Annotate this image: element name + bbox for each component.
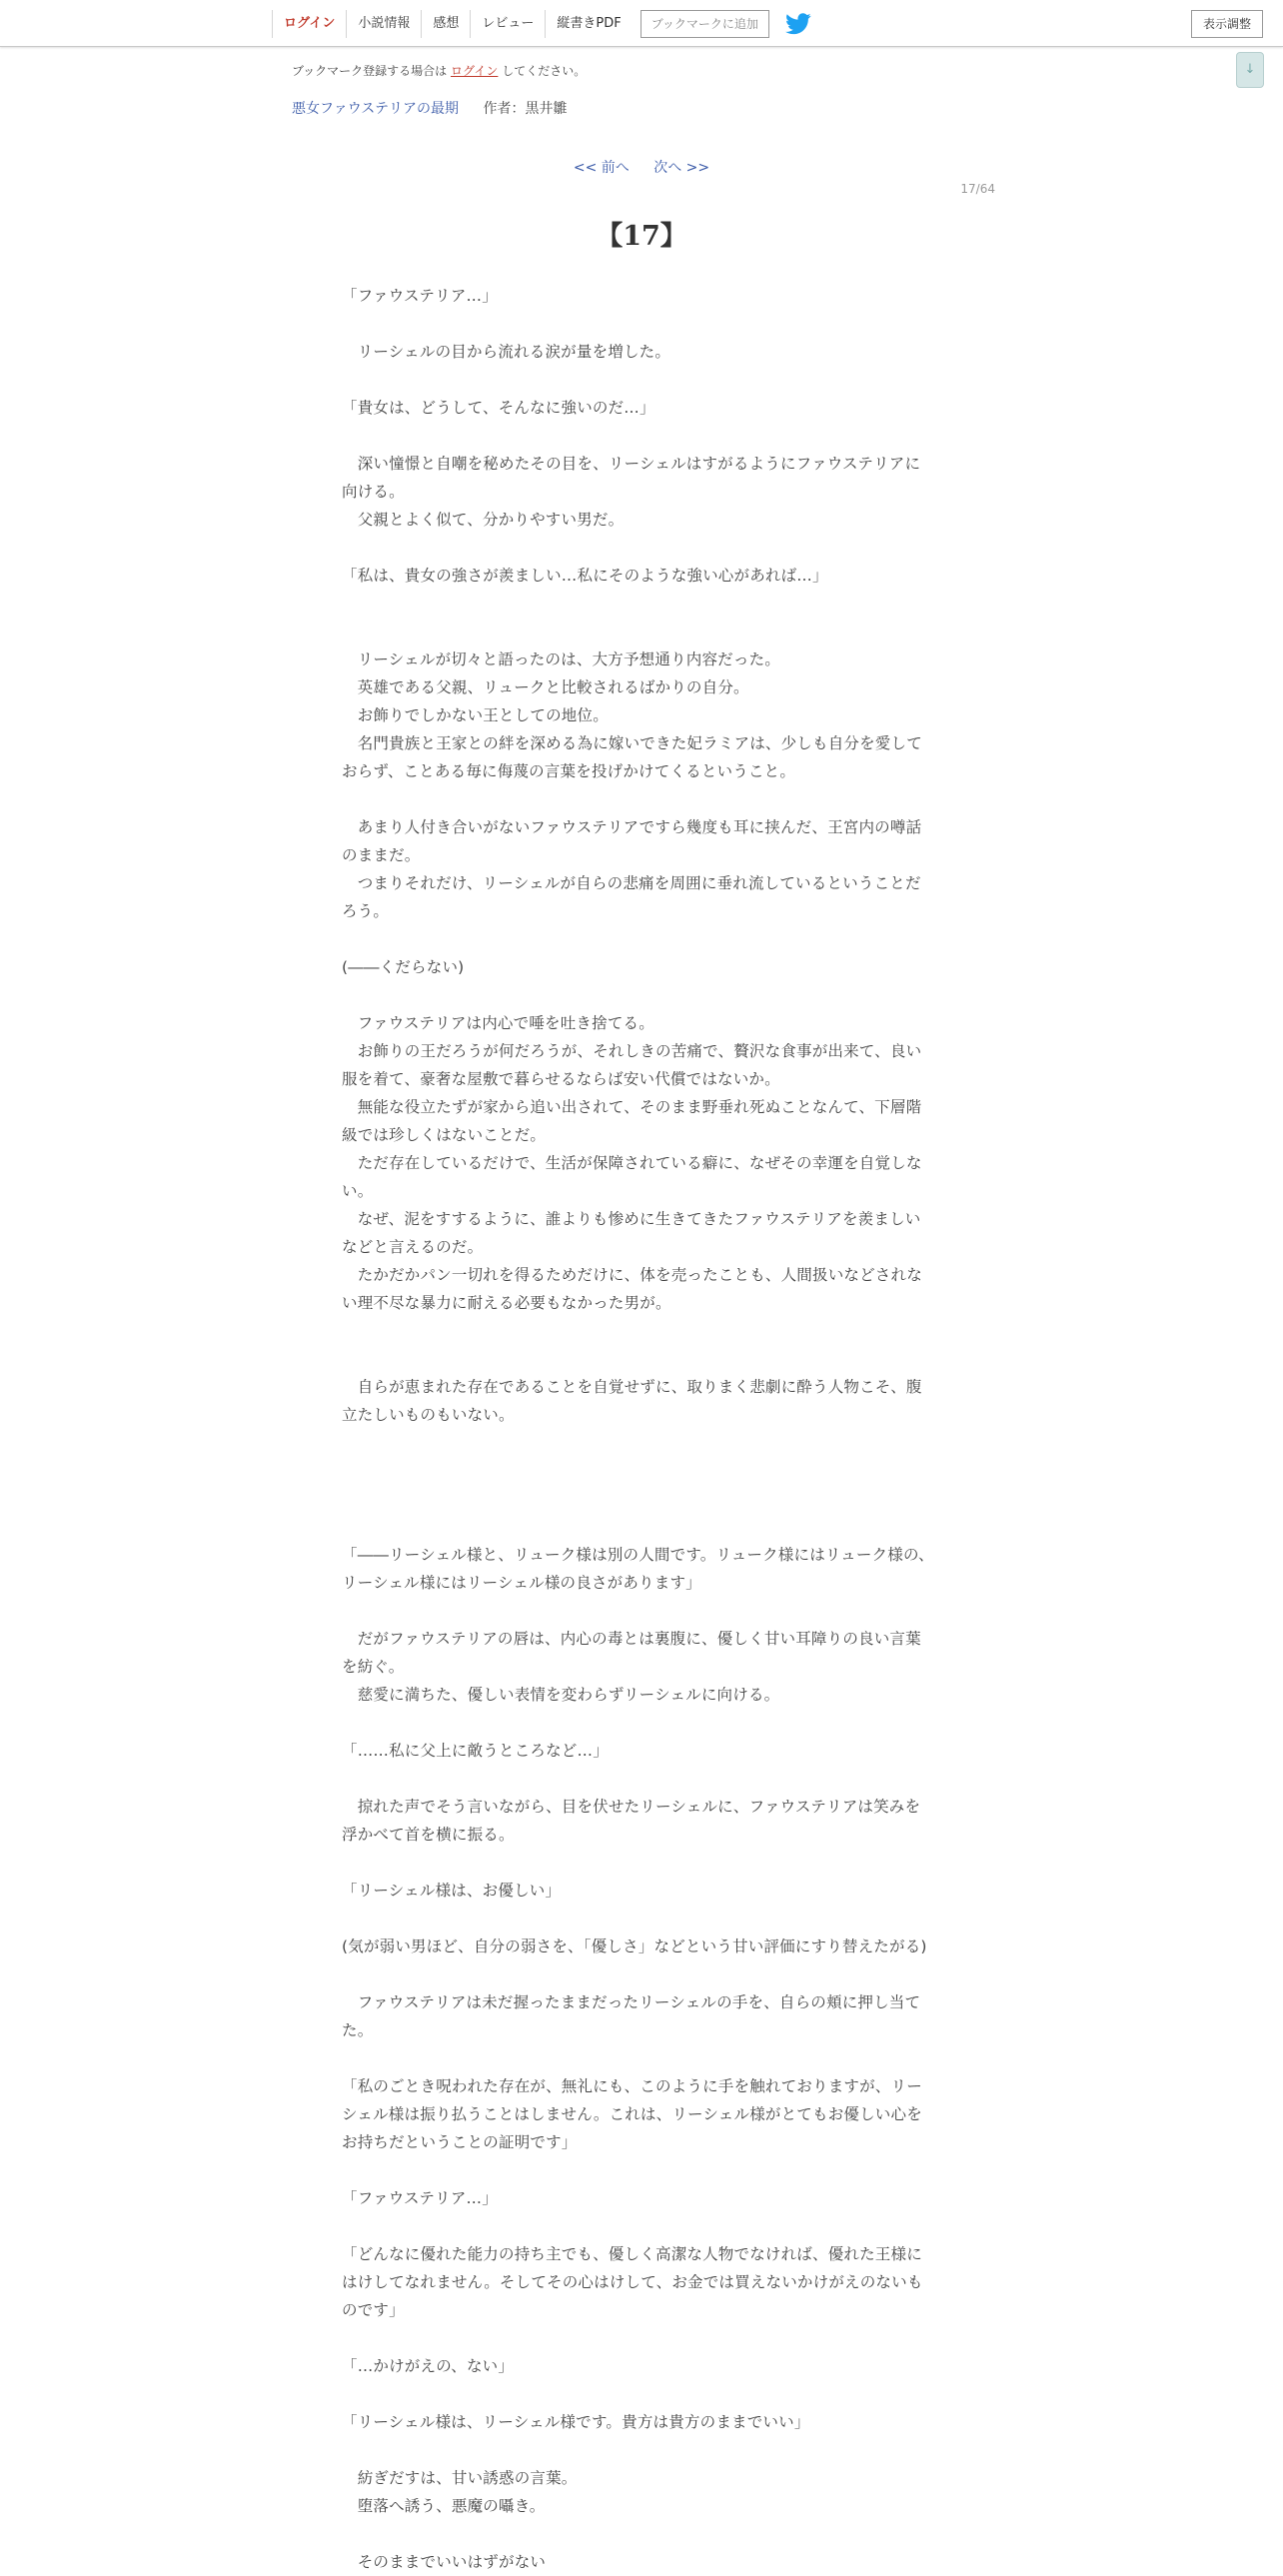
body-paragraph: (――くだらない) (342, 958, 465, 976)
blank-line (342, 2520, 935, 2548)
body-paragraph: 「……私に父上に敵うところなど…」 (342, 1742, 609, 1760)
blank-line (342, 981, 935, 1009)
blank-line (342, 310, 935, 338)
body-paragraph: 堕落へ誘う、悪魔の囁き。 (342, 2497, 546, 2515)
blank-line (342, 422, 935, 450)
work-title-link[interactable]: 悪女ファウステリアの最期 (292, 101, 460, 117)
body-paragraph: 「私は、貴女の強さが羨ましい…私にそのような強い心があれば…」 (342, 567, 828, 585)
body-paragraph: ファウステリアは未だ握ったままだったリーシェルの手を、自らの頬に押し当てた。 (342, 1993, 921, 2039)
body-paragraph: ただ存在しているだけで、生活が保障されている癖に、なぜその幸運を自覚しない。 (342, 1154, 922, 1200)
body-paragraph: 父親とよく似て、分かりやすい男だ。 (342, 511, 625, 529)
blank-line (342, 1317, 935, 1345)
body-paragraph: 深い憧憬と自嘲を秘めたその目を、リーシェルはすがるようにファウステリアに向ける。 (342, 455, 921, 501)
blank-line (342, 2212, 935, 2240)
body-paragraph: つまりそれだけ、リーシェルが自らの悲痛を周囲に垂れ流しているということだろう。 (342, 874, 921, 920)
body-paragraph: 慈愛に満ちた、優しい表情を変わらずリーシェルに向ける。 (342, 1686, 780, 1704)
blank-line (342, 1513, 935, 1541)
work-info (292, 98, 567, 118)
body-paragraph: 「貴女は、どうして、そんなに強いのだ…」 (342, 399, 655, 417)
prev-chapter-link[interactable]: << 前へ (573, 160, 630, 176)
body-paragraph: 「私のごとき呪われた存在が、無礼にも、このように手を触れておりますが、リーシェル様は振り払うことはしません。これは、リーシェル様がとてもお優しい心をお持ちだということの証明です」 (342, 2077, 922, 2151)
nav-review-link[interactable]: レビュー (470, 10, 545, 38)
blank-line (342, 1597, 935, 1625)
blank-line (342, 925, 935, 953)
body-paragraph: ファウステリアは内心で唾を吐き捨てる。 (342, 1014, 654, 1032)
body-paragraph: たかだかパン一切れを得るためだけに、体を売ったことも、人間扱いなどされない理不尽な暴力に耐える必要もなかった男が。 (342, 1266, 922, 1312)
blank-line (342, 1429, 935, 1457)
blank-line (342, 785, 935, 813)
body-paragraph: 「どんなに優れた能力の持ち主でも、優しく高潔な人物でなければ、優れた王様にはけしてなれません。そしてその心はけして、お金では買えないかけがえのないものです」 (342, 2245, 923, 2319)
body-paragraph: 「ファウステリア…」 (342, 2189, 498, 2207)
top-navigation-bar (0, 0, 1283, 47)
next-chapter-link[interactable]: 次へ >> (653, 160, 710, 176)
blank-line (342, 1345, 935, 1373)
add-bookmark-button[interactable]: ブックマークに追加 (641, 10, 769, 38)
body-paragraph: 無能な役立たずが家から追い出されて、そのまま野垂れ死ぬことなんて、下層階級では珍しくはないことだ。 (342, 1098, 922, 1144)
body-paragraph: リーシェルの目から流れる涙が量を増した。 (342, 343, 671, 361)
twitter-icon[interactable] (785, 13, 811, 35)
body-paragraph: 掠れた声でそう言いながら、目を伏せたリーシェルに、ファウステリアは笑みを浮かべて首を横に振る。 (342, 1798, 921, 1844)
nav-novel-info-link[interactable]: 小説情報 (346, 10, 421, 38)
body-paragraph: 「――リーシェル様と、リューク様は別の人間です。リューク様にはリューク様の、リーシェル様にはリーシェル様の良さがあります」 (342, 1546, 934, 1592)
bookmark-note-text-before: ブックマーク登録する場合は (292, 64, 448, 78)
blank-line (342, 1709, 935, 1737)
blank-line (342, 1765, 935, 1793)
body-paragraph: 名門貴族と王家との絆を深める為に嫁いできた妃ラミアは、少しも自分を愛しておらず、ことある毎に侮蔑の言葉を投げかけてくるということ。 (342, 734, 922, 780)
body-paragraph: だがファウステリアの唇は、内心の毒とは裏腹に、優しく甘い耳障りの良い言葉を紡ぐ。 (342, 1630, 921, 1676)
display-settings-button[interactable]: 表示調整 (1191, 10, 1263, 38)
body-paragraph: リーシェルが切々と語ったのは、大方予想通り内容だった。 (342, 650, 780, 668)
body-paragraph: 「リーシェル様は、お優しい」 (342, 1882, 562, 1900)
chapter-pager (0, 157, 1283, 177)
body-paragraph: 自らが恵まれた存在であることを自覚せずに、取りまく悲劇に酔う人物こそ、腹立たしいものもいない。 (342, 1378, 922, 1424)
body-paragraph: 「…かけがえの、ない」 (342, 2357, 515, 2375)
bookmark-login-note (292, 62, 586, 79)
body-paragraph: 紡ぎだすは、甘い誘惑の言葉。 (342, 2469, 578, 2487)
nav-impressions-link[interactable]: 感想 (421, 10, 470, 38)
blank-line (342, 2044, 935, 2072)
blank-line (342, 1960, 935, 1988)
body-paragraph: お飾りの王だろうが何だろうが、それしきの苦痛で、贅沢な食事が出来て、良い服を着て、豪奢な屋敷で暮らせるならば安い代償ではないか。 (342, 1042, 922, 1088)
nav-login-link[interactable]: ログイン (272, 10, 346, 38)
blank-line (342, 2324, 935, 2352)
blank-line (342, 1849, 935, 1877)
scroll-down-button[interactable]: ↓ (1236, 52, 1264, 88)
chapter-title: 【17】 (596, 221, 687, 252)
blank-line (342, 534, 935, 562)
blank-line (342, 590, 935, 618)
bookmark-note-text-after: してください。 (502, 64, 587, 78)
blank-line (342, 1457, 935, 1485)
body-paragraph: 「ファウステリア…」 (342, 287, 498, 305)
novel-body-text (342, 282, 935, 2576)
body-paragraph: 「リーシェル様は、リーシェル様です。貴方は貴方のままでいい」 (342, 2413, 810, 2431)
body-paragraph: (気が弱い男ほど、自分の弱さを、「優しさ」などという甘い評価にすり替えたがる) (342, 1937, 927, 1955)
blank-line (342, 1485, 935, 1513)
page-number: 17/64 (960, 182, 995, 196)
body-paragraph: あまり人付き合いがないファウステリアですら幾度も耳に挟んだ、王宮内の噂話のままだ。 (342, 818, 922, 864)
blank-line (342, 366, 935, 394)
nav-vertical-pdf-link[interactable]: 縦書きPDF (545, 10, 632, 38)
body-paragraph: 英雄である父親、リュークと比較されるばかりの自分。 (342, 678, 749, 696)
body-paragraph: なぜ、泥をすするように、誰よりも惨めに生きてきたファウステリアを羨ましいなどと言えるのだ。 (342, 1210, 921, 1256)
blank-line (342, 2156, 935, 2184)
body-paragraph: お飾りでしかない王としての地位。 (342, 706, 609, 724)
author-name: 作者：黒井雛 (483, 101, 568, 117)
blank-line (342, 2436, 935, 2464)
blank-line (342, 618, 935, 645)
nav-menu (272, 10, 811, 38)
body-paragraph: そのままでいいはずがない (342, 2553, 547, 2571)
bookmark-login-link[interactable]: ログイン (451, 64, 499, 78)
blank-line (342, 1905, 935, 1932)
blank-line (342, 2380, 935, 2408)
